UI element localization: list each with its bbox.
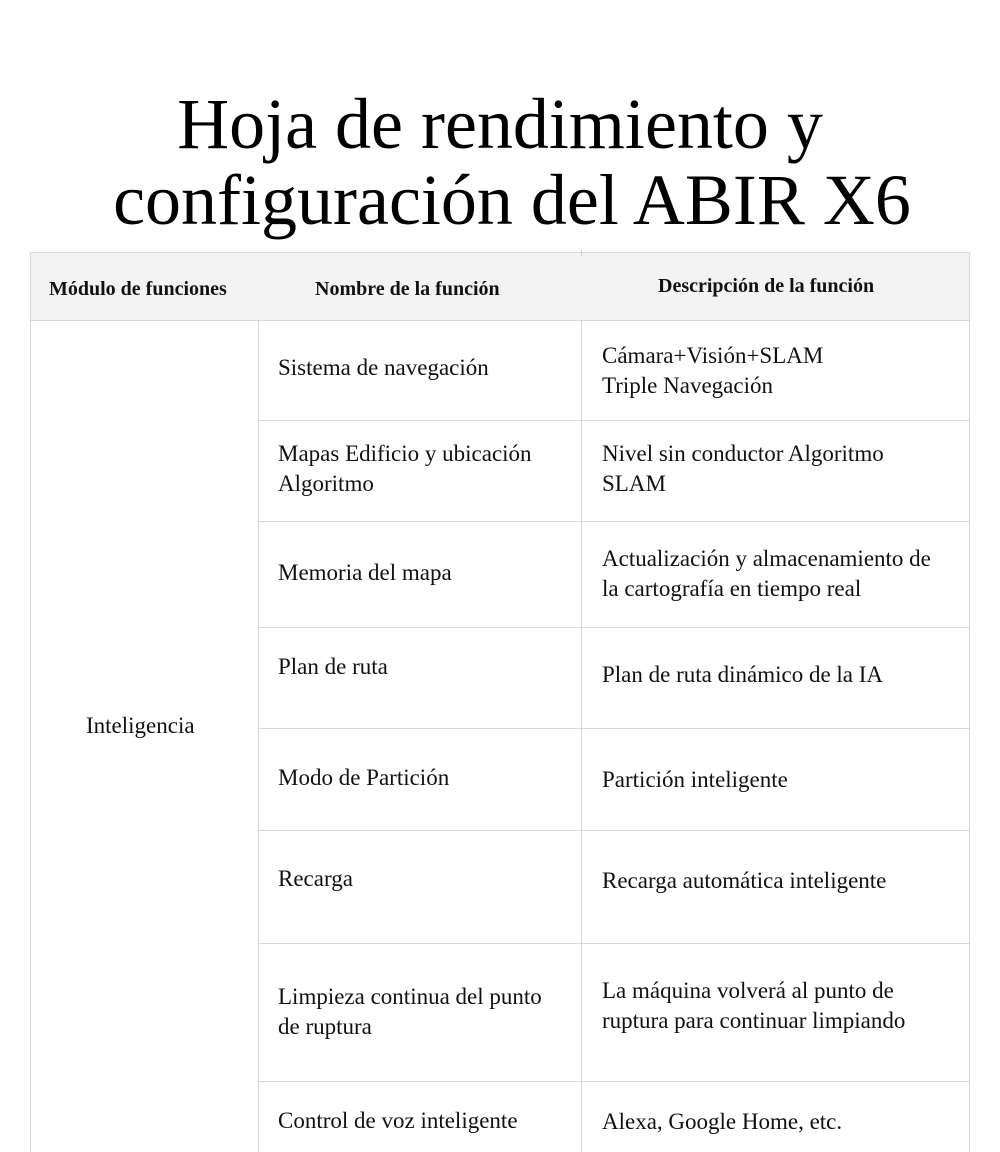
function-name-line: Mapas Edificio y ubicación: [278, 441, 532, 466]
table-header: [31, 253, 969, 321]
function-description-cell: [582, 729, 969, 830]
function-description-cell: [582, 421, 969, 521]
function-name-line: Modo de Partición: [278, 765, 450, 790]
function-name-line: Algoritmo: [278, 471, 374, 496]
function-description-cell: [582, 831, 969, 943]
function-name-cell: [259, 944, 582, 1081]
header-function-description: Descripción de la función: [658, 275, 875, 297]
table-row: [259, 1082, 969, 1152]
header-function-name: Nombre de la función: [315, 278, 500, 300]
title-line-2: configuración del ABIR X6: [113, 160, 911, 241]
function-name-cell: [259, 628, 582, 728]
table-body: [31, 321, 969, 1152]
table-row: [259, 831, 969, 944]
header-module: Módulo de funciones: [49, 278, 227, 300]
function-name-line: Plan de ruta: [278, 654, 388, 679]
function-description-line: Cámara+Visión+SLAM: [602, 343, 824, 368]
function-name-line: Recarga: [278, 866, 353, 891]
function-name-cell: [259, 522, 582, 627]
title-line-1: Hoja de rendimiento y: [177, 84, 823, 165]
module-cell: [31, 321, 259, 1152]
table-row: [259, 944, 969, 1082]
function-description-cell: [582, 1082, 969, 1152]
function-name-line: Limpieza continua del punto: [278, 984, 542, 1009]
header-divider-tick: [581, 250, 582, 256]
function-description-line: Plan de ruta dinámico de la IA: [602, 662, 884, 687]
function-description-line: Alexa, Google Home, etc.: [602, 1109, 843, 1134]
function-description-line: La máquina volverá al punto de: [602, 978, 894, 1003]
function-description-line: la cartografía en tiempo real: [602, 576, 862, 601]
table-row: [259, 321, 969, 421]
function-name-line: Memoria del mapa: [278, 560, 452, 585]
table-row: [259, 628, 969, 729]
function-name-cell: [259, 831, 582, 943]
page-title: [0, 84, 1000, 241]
function-description-cell: [582, 522, 969, 627]
function-name-line: Sistema de navegación: [278, 355, 489, 380]
function-name-cell: [259, 321, 582, 420]
function-name-cell: [259, 1082, 582, 1152]
function-description-line: Actualización y almacenamiento de: [602, 546, 931, 571]
function-description-line: Recarga automática inteligente: [602, 868, 887, 893]
function-name-line: Control de voz inteligente: [278, 1108, 518, 1133]
function-name-cell: [259, 729, 582, 830]
function-description-cell: [582, 944, 969, 1081]
function-name-line: de ruptura: [278, 1014, 372, 1039]
function-description-line: SLAM: [602, 471, 666, 496]
function-description-line: ruptura para continuar limpiando: [602, 1008, 906, 1033]
spec-table: [30, 252, 970, 1152]
module-label: Inteligencia: [86, 713, 195, 738]
table-row: [259, 522, 969, 628]
function-name-cell: [259, 421, 582, 521]
function-description-line: Triple Navegación: [602, 373, 773, 398]
function-description-line: Partición inteligente: [602, 767, 788, 792]
table-row: [259, 421, 969, 522]
function-rows: [259, 321, 969, 1152]
table-row: [259, 729, 969, 831]
function-description-cell: [582, 321, 969, 420]
function-description-line: Nivel sin conductor Algoritmo: [602, 441, 884, 466]
function-description-cell: [582, 628, 969, 728]
